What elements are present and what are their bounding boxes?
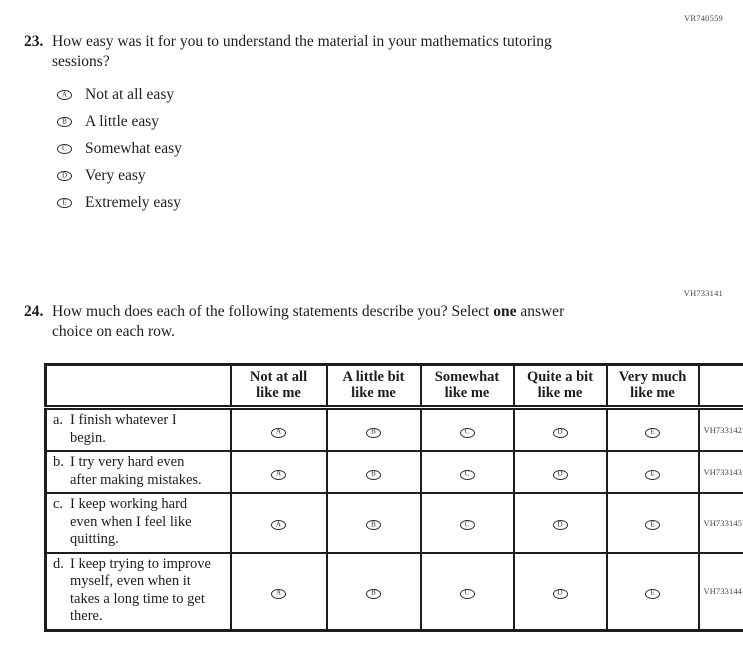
option-label: Extremely easy [85,194,181,211]
question-24-text-pre: How much does each of the following statements describe you? Select [52,303,494,320]
answer-bubble-c[interactable] [460,428,475,438]
option-label: Very easy [85,167,146,184]
question-24 [24,302,743,632]
answer-bubble-a[interactable] [271,589,286,599]
bubble-letter: B [371,469,376,478]
answer-bubble-c[interactable] [57,144,72,154]
header-code-cell [699,365,743,408]
bubble-letter: D [557,427,563,436]
bubble-cell-d[interactable] [514,553,607,631]
question-24-text-bold: one [493,303,517,320]
question-24-text-line2: choice on each row. [52,323,175,340]
bubble-letter: A [275,427,282,436]
answer-bubble-d[interactable] [57,171,72,181]
bubble-letter: B [371,520,376,529]
bubble-letter: A [275,469,282,478]
option-not-at-all-easy[interactable] [57,87,743,103]
bubble-letter: C [464,469,470,478]
answer-bubble-c[interactable] [460,520,475,530]
header-not-at-all [231,365,327,408]
question-24-text-line1 [52,302,743,322]
question-23 [24,32,743,211]
answer-bubble-e[interactable] [57,198,72,208]
question-23-text-line1: How easy was it for you to understand the material in your mathematics tutoring [52,33,552,50]
bubble-letter: C [464,588,470,597]
header-stub-cell [46,365,231,408]
bubble-letter: E [650,520,655,529]
table-row-d [46,553,743,631]
answer-bubble-e[interactable] [645,470,660,480]
bubble-cell-b[interactable] [327,451,421,493]
bubble-letter: E [650,469,655,478]
option-somewhat-easy[interactable] [57,141,743,157]
table-row-c [46,493,743,553]
option-very-easy[interactable] [57,168,743,184]
row-letter: b. [53,454,64,470]
bubble-cell-d[interactable] [514,408,607,452]
row-code: VH733144 [699,553,743,631]
header-very-much [607,365,699,408]
bubble-letter: C [62,144,67,152]
bubble-letter: E [650,588,655,597]
bubble-cell-a[interactable] [231,451,327,493]
header-line: like me [630,384,675,401]
bubble-letter: C [464,520,470,529]
question-23-number: 23. [24,33,44,50]
bubble-cell-c[interactable] [421,493,514,553]
row-code: VH733145 [699,493,743,553]
option-label: Somewhat easy [85,140,182,157]
row-code: VH733142 [699,408,743,452]
table-header-row [46,365,743,408]
answer-bubble-d[interactable] [553,589,568,599]
bubble-letter: D [557,520,563,529]
question-23-options [57,87,743,211]
statement-cell [46,553,231,631]
header-line: Very much [618,369,687,385]
bubble-letter: E [650,427,655,436]
accession-code-q24: VH733141 [683,288,723,298]
question-24-text [52,302,743,342]
answer-bubble-e[interactable] [645,428,660,438]
header-line: Quite a bit [526,369,594,385]
answer-bubble-b[interactable] [366,520,381,530]
bubble-letter: C [464,427,470,436]
question-24-text-post: answer [516,303,565,320]
bubble-cell-c[interactable] [421,451,514,493]
bubble-cell-e[interactable] [607,451,699,493]
bubble-cell-e[interactable] [607,493,699,553]
answer-bubble-b[interactable] [366,589,381,599]
row-statement: I keep trying to improve myself, even when it takes a long time to get there. [70,555,211,624]
bubble-cell-b[interactable] [327,408,421,452]
question-23-text [52,32,743,72]
bubble-letter: B [62,117,67,125]
accession-code-q23: VR740559 [684,13,723,23]
row-statement: I finish whatever I begin. [70,412,177,446]
bubble-cell-a[interactable] [231,408,327,452]
bubble-letter: D [557,588,563,597]
bubble-letter: B [371,588,376,597]
answer-bubble-c[interactable] [460,589,475,599]
answer-bubble-d[interactable] [553,470,568,480]
row-letter: a. [53,412,64,428]
answer-bubble-b[interactable] [57,117,72,127]
answer-bubble-d[interactable] [553,520,568,530]
option-label: A little easy [85,113,160,130]
bubble-cell-b[interactable] [327,553,421,631]
answer-bubble-b[interactable] [366,470,381,480]
header-line: Not at all [249,369,308,385]
statement-cell [46,408,231,452]
bubble-cell-c[interactable] [421,553,514,631]
row-letter: d. [53,555,64,572]
question-24-number: 24. [24,303,44,320]
option-extremely-easy[interactable] [57,195,743,211]
header-a-little-bit [327,365,421,408]
bubble-letter: B [371,427,376,436]
option-label: Not at all easy [85,86,175,103]
header-line: like me [444,384,490,401]
table-row-a [46,408,743,452]
answer-bubble-b[interactable] [366,428,381,438]
bubble-letter: E [62,198,67,206]
header-quite-a-bit [514,365,607,408]
answer-bubble-c[interactable] [460,470,475,480]
bubble-cell-a[interactable] [231,493,327,553]
row-statement: I try very hard even after making mistakes. [70,454,202,488]
answer-bubble-a[interactable] [57,90,72,100]
answer-bubble-e[interactable] [645,520,660,530]
header-somewhat [421,365,514,408]
header-line: like me [351,384,396,401]
answer-bubble-d[interactable] [553,428,568,438]
statement-cell [46,493,231,553]
answer-bubble-a[interactable] [271,520,286,530]
bubble-cell-e[interactable] [607,408,699,452]
table-row-b [46,451,743,493]
row-code: VH733143 [699,451,743,493]
option-a-little-easy[interactable] [57,114,743,130]
bubble-letter: D [557,469,563,478]
bubble-letter: D [61,171,68,179]
bubble-cell-c[interactable] [421,408,514,452]
header-line: like me [256,384,301,401]
header-line: like me [537,384,583,401]
question-23-text-line2: sessions? [52,53,110,70]
statement-cell [46,451,231,493]
answer-bubble-a[interactable] [271,428,286,438]
row-letter: c. [53,496,64,512]
bubble-cell-d[interactable] [514,451,607,493]
q24-matrix-table [44,363,743,632]
bubble-cell-e[interactable] [607,553,699,631]
header-line: Somewhat [434,369,500,385]
bubble-letter: A [275,520,282,529]
bubble-letter: A [275,588,282,597]
header-line: A little bit [342,369,405,385]
row-statement: I keep working hard even when I feel like quitting. [70,496,192,547]
bubble-cell-a[interactable] [231,553,327,631]
bubble-cell-b[interactable] [327,493,421,553]
bubble-letter: A [61,90,68,98]
answer-bubble-a[interactable] [271,470,286,480]
answer-bubble-e[interactable] [645,589,660,599]
bubble-cell-d[interactable] [514,493,607,553]
